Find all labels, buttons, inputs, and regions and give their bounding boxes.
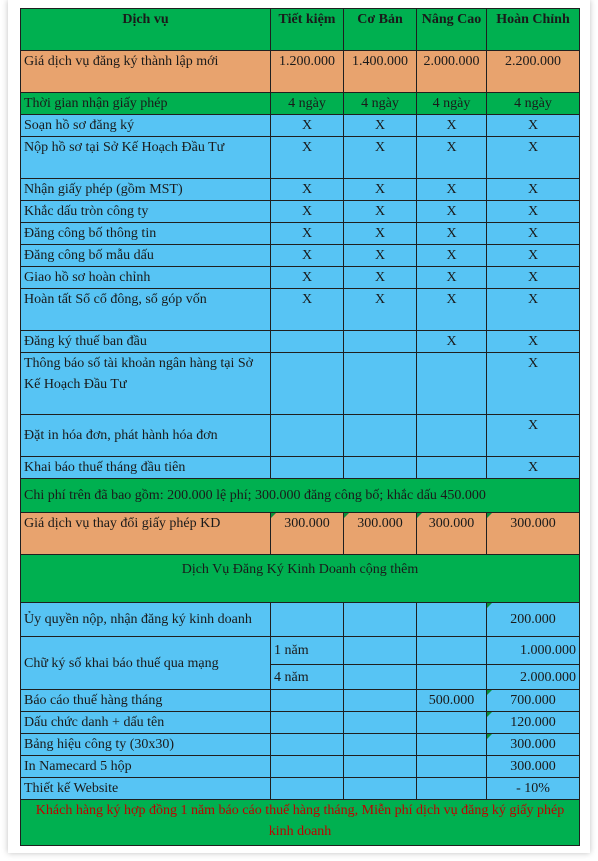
addon-label: Báo cáo thuế hàng tháng	[21, 690, 271, 712]
time-value: 4 ngày	[417, 93, 487, 115]
check-mark: X	[487, 415, 580, 457]
check-mark: X	[487, 137, 580, 179]
service-row	[21, 353, 580, 415]
fee-note: Chi phí trên đã bao gồm: 200.000 lệ phí; 300.000 đăng công bố; khắc dấu 450.000	[21, 479, 580, 513]
addon-price: 300.000	[487, 756, 580, 778]
header-plan-basic: Cơ Bản	[344, 9, 417, 51]
change-value: 300.000	[417, 513, 487, 555]
service-label: Giao hồ sơ hoàn chỉnh	[21, 267, 271, 289]
change-label: Giá dịch vụ thay đổi giấy phép KD	[21, 513, 271, 555]
check-mark: X	[417, 137, 487, 179]
service-row	[21, 137, 580, 179]
addon-row	[21, 603, 580, 637]
pricing-table	[20, 8, 580, 846]
promo-row	[21, 800, 580, 846]
service-label: Đăng công bố mẫu dấu	[21, 245, 271, 267]
page-frame	[8, 0, 590, 853]
check-mark: X	[487, 267, 580, 289]
fee-row	[21, 51, 580, 93]
check-mark: X	[271, 179, 344, 201]
check-mark: X	[417, 201, 487, 223]
check-mark: X	[271, 223, 344, 245]
check-mark: X	[271, 115, 344, 137]
service-row	[21, 245, 580, 267]
change-value: 300.000	[271, 513, 344, 555]
service-row	[21, 267, 580, 289]
time-row	[21, 93, 580, 115]
fee-label: Giá dịch vụ đăng ký thành lập mới	[21, 51, 271, 93]
check-mark: X	[271, 289, 344, 331]
check-mark: X	[417, 331, 487, 353]
fee-value: 2.200.000	[487, 51, 580, 93]
check-mark: X	[487, 179, 580, 201]
addon-label: Bảng hiệu công ty (30x30)	[21, 734, 271, 756]
check-mark: X	[344, 137, 417, 179]
service-row	[21, 179, 580, 201]
addon-price: 700.000	[487, 690, 580, 712]
addon-price: - 10%	[487, 778, 580, 800]
time-value: 4 ngày	[344, 93, 417, 115]
addon-row	[21, 712, 580, 734]
check-mark: X	[417, 115, 487, 137]
fee-value: 2.000.000	[417, 51, 487, 93]
addon-option: 4 năm	[271, 665, 344, 690]
addon-price: 500.000	[417, 690, 487, 712]
service-row	[21, 415, 580, 457]
addon-row	[21, 637, 580, 665]
check-mark: X	[344, 201, 417, 223]
change-value: 300.000	[487, 513, 580, 555]
service-label: Nhận giấy phép (gồm MST)	[21, 179, 271, 201]
service-row	[21, 331, 580, 353]
check-mark: X	[487, 201, 580, 223]
check-mark: X	[417, 245, 487, 267]
service-label: Soạn hồ sơ đăng ký	[21, 115, 271, 137]
addon-row	[21, 756, 580, 778]
service-label: Đặt in hóa đơn, phát hành hóa đơn	[21, 415, 271, 457]
service-row	[21, 115, 580, 137]
check-mark: X	[487, 289, 580, 331]
check-mark: X	[344, 267, 417, 289]
addon-label: Chữ ký số khai báo thuế qua mạng	[21, 637, 271, 690]
addon-price: 1.000.000	[487, 637, 580, 665]
check-mark: X	[487, 115, 580, 137]
promo-text: Khách hàng ký hợp đồng 1 năm báo cáo thuế hàng tháng, Miễn phí dịch vụ đăng ký giấy phép kinh doanh	[21, 800, 580, 846]
header-plan-saving: Tiết kiệm	[271, 9, 344, 51]
service-label: Khai báo thuế tháng đầu tiên	[21, 457, 271, 479]
header-row	[21, 9, 580, 51]
check-mark: X	[487, 245, 580, 267]
service-row	[21, 457, 580, 479]
addon-row	[21, 778, 580, 800]
check-mark: X	[271, 245, 344, 267]
check-mark: X	[344, 223, 417, 245]
addon-row	[21, 690, 580, 712]
header-plan-complete: Hoàn Chỉnh	[487, 9, 580, 51]
check-mark: X	[417, 223, 487, 245]
addon-price: 200.000	[487, 603, 580, 637]
header-service: Dịch vụ	[21, 9, 271, 51]
addon-price: 300.000	[487, 734, 580, 756]
service-label: Khắc dấu tròn công ty	[21, 201, 271, 223]
addon-title: Dịch Vụ Đăng Ký Kinh Doanh cộng thêm	[21, 555, 580, 603]
check-mark: X	[487, 331, 580, 353]
addon-price: 120.000	[487, 712, 580, 734]
service-label: Đăng ký thuế ban đầu	[21, 331, 271, 353]
addon-option: 1 năm	[271, 637, 344, 665]
service-label: Nộp hồ sơ tại Sở Kế Hoạch Đầu Tư	[21, 137, 271, 179]
addon-label: Thiết kế Website	[21, 778, 271, 800]
change-value: 300.000	[344, 513, 417, 555]
service-row	[21, 223, 580, 245]
check-mark: X	[344, 179, 417, 201]
check-mark: X	[344, 115, 417, 137]
check-mark: X	[417, 179, 487, 201]
check-mark: X	[487, 457, 580, 479]
header-plan-advanced: Nâng Cao	[417, 9, 487, 51]
fee-note-row	[21, 479, 580, 513]
check-mark: X	[271, 201, 344, 223]
check-mark: X	[271, 137, 344, 179]
service-label: Thông báo số tài khoản ngân hàng tại Sở Kế Hoạch Đầu Tư	[21, 353, 271, 415]
check-mark: X	[487, 353, 580, 415]
fee-value: 1.400.000	[344, 51, 417, 93]
fee-value: 1.200.000	[271, 51, 344, 93]
addon-label: Ủy quyền nộp, nhận đăng ký kinh doanh	[21, 603, 271, 637]
check-mark: X	[417, 289, 487, 331]
check-mark: X	[417, 267, 487, 289]
addon-row	[21, 734, 580, 756]
check-mark: X	[487, 223, 580, 245]
service-row	[21, 289, 580, 331]
change-row	[21, 513, 580, 555]
time-value: 4 ngày	[271, 93, 344, 115]
service-row	[21, 201, 580, 223]
addon-label: In Namecard 5 hộp	[21, 756, 271, 778]
addon-price: 2.000.000	[487, 665, 580, 690]
check-mark: X	[344, 245, 417, 267]
time-value: 4 ngày	[487, 93, 580, 115]
check-mark: X	[271, 267, 344, 289]
time-label: Thời gian nhận giấy phép	[21, 93, 271, 115]
addon-title-row	[21, 555, 580, 603]
service-label: Đăng công bố thông tin	[21, 223, 271, 245]
service-label: Hoàn tất Sổ cổ đông, sổ góp vốn	[21, 289, 271, 331]
check-mark: X	[344, 289, 417, 331]
addon-label: Dấu chức danh + dấu tên	[21, 712, 271, 734]
